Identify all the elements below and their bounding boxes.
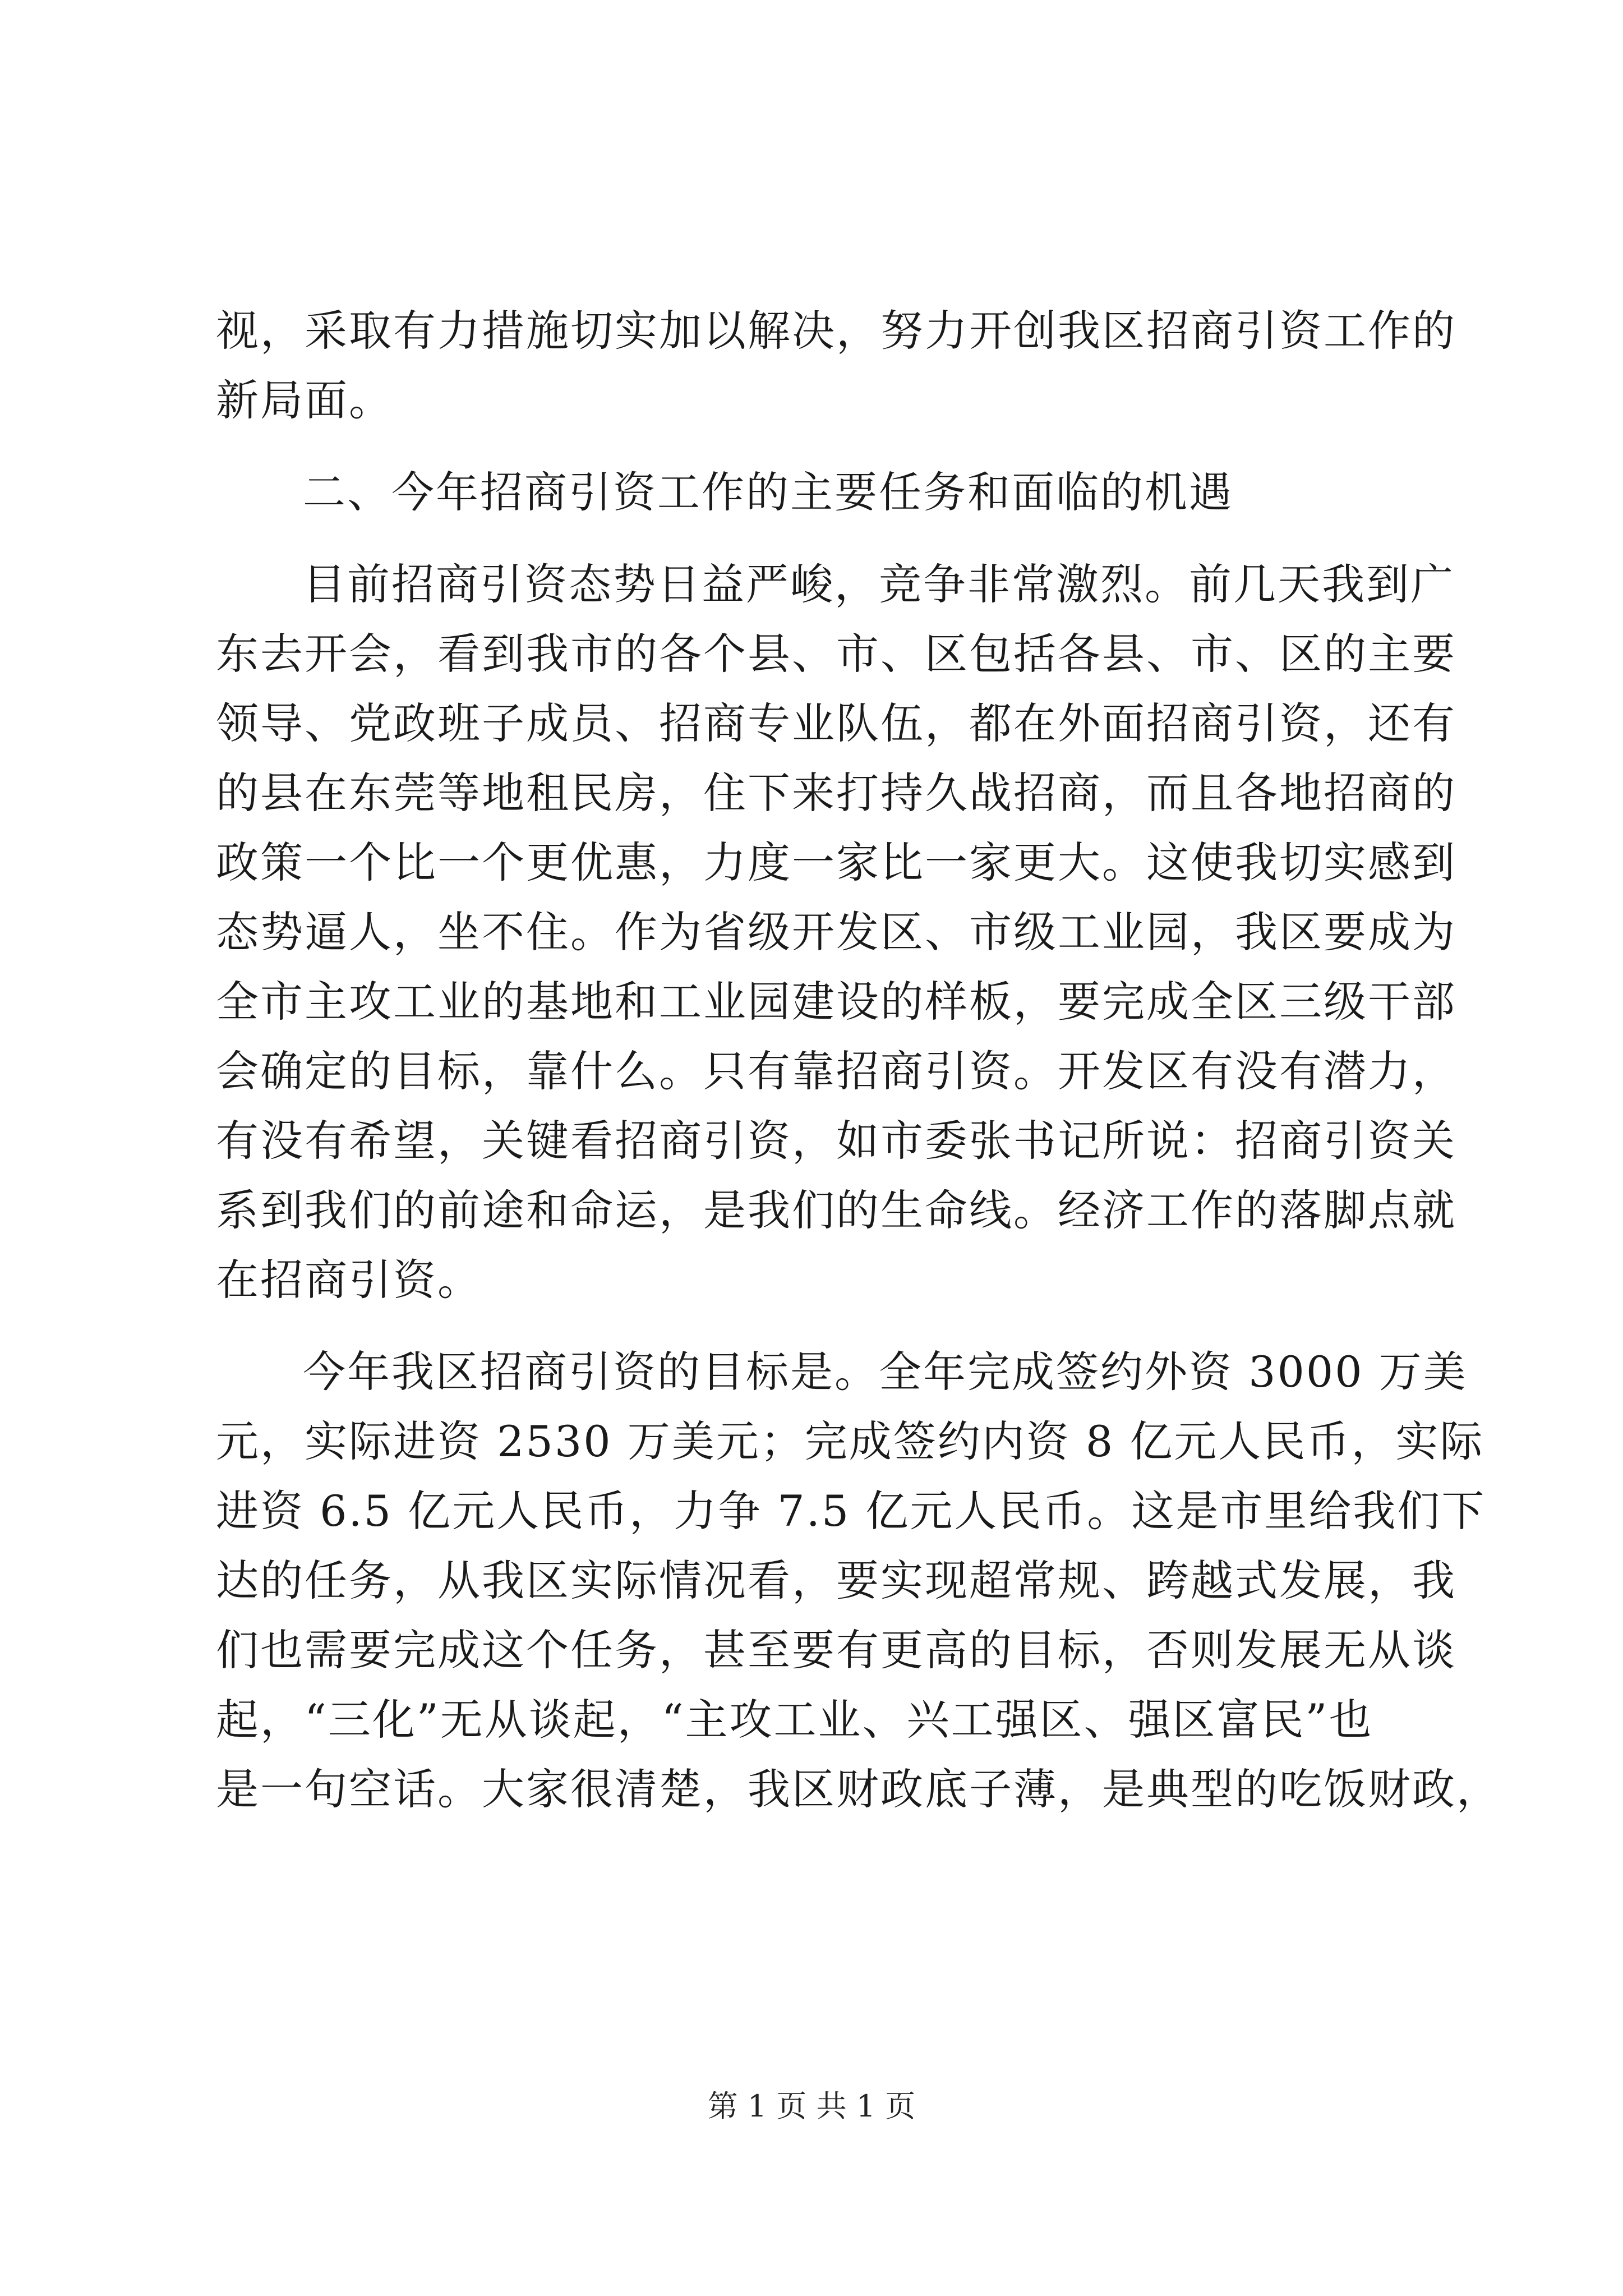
paragraph-line: 们也需要完成这个任务，甚至要有更高的目标，否则发展无从谈 <box>216 1625 1456 1675</box>
paragraph-line: 目前招商引资态势日益严峻，竞争非常激烈。前几天我到广 <box>303 559 1455 609</box>
paragraph-line: 进资 6.5 亿元人民币，力争 7.5 亿元人民币。这是市里给我们下 <box>216 1486 1486 1536</box>
paragraph-line: 新局面。 <box>216 375 393 425</box>
paragraph-line: 元，实际进资 2530 万美元；完成签约内资 8 亿元人民币，实际 <box>216 1416 1484 1466</box>
page-number-footer: 第 1 页 共 1 页 <box>707 2088 916 2124</box>
paragraph-line: 政策一个比一个更优惠，力度一家比一家更大。这使我切实感到 <box>216 838 1456 887</box>
paragraph-line: 全市主攻工业的基地和工业园建设的样板，要完成全区三级干部 <box>216 977 1456 1027</box>
section-heading: 二、今年招商引资工作的主要任务和面临的机遇 <box>303 467 1233 517</box>
paragraph-line: 东去开会，看到我市的各个县、市、区包括各县、市、区的主要 <box>216 629 1456 679</box>
paragraph-line: 是一句空话。大家很清楚，我区财政底子薄，是典型的吃饭财政， <box>216 1764 1501 1814</box>
paragraph-line: 领导、党政班子成员、招商专业队伍，都在外面招商引资，还有 <box>216 698 1456 748</box>
paragraph-line: 视，采取有力措施切实加以解决，努力开创我区招商引资工作的 <box>216 306 1456 356</box>
paragraph-line: 会确定的目标，靠什么。只有靠招商引资。开发区有没有潜力， <box>216 1046 1456 1096</box>
paragraph-line: 起，“三化”无从谈起，“主攻工业、兴工强区、强区富民”也 <box>216 1695 1373 1745</box>
paragraph-line: 在招商引资。 <box>216 1255 482 1305</box>
paragraph-line: 态势逼人，坐不住。作为省级开发区、市级工业园，我区要成为 <box>216 907 1456 957</box>
paragraph-line: 有没有希望，关键看招商引资，如市委张书记所说：招商引资关 <box>216 1116 1456 1166</box>
paragraph-line: 今年我区招商引资的目标是。全年完成签约外资 3000 万美 <box>303 1347 1468 1397</box>
paragraph-line: 的县在东莞等地租民房，住下来打持久战招商，而且各地招商的 <box>216 768 1456 818</box>
paragraph-line: 系到我们的前途和命运，是我们的生命线。经济工作的落脚点就 <box>216 1185 1456 1235</box>
paragraph-line: 达的任务，从我区实际情况看，要实现超常规、跨越式发展，我 <box>216 1556 1456 1605</box>
